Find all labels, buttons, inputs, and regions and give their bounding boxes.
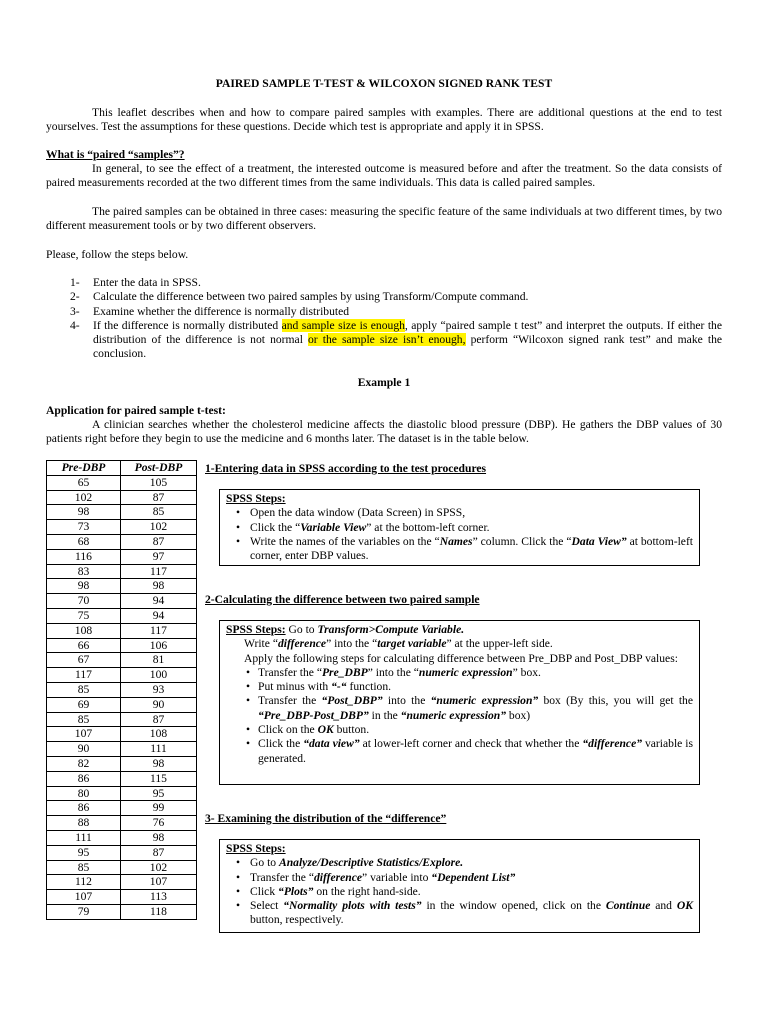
bullet-item: • Click the “data view” at lower-left corner and check that whether the “difference” variable is generated. bbox=[226, 737, 693, 766]
box-intro-line: SPSS Steps: Go to Transform>Compute Variable. bbox=[226, 623, 465, 636]
pre-dbp-cell: 85 bbox=[47, 712, 121, 727]
section-3-heading: 3- Examining the distribution of the “difference” bbox=[205, 812, 447, 825]
table-row bbox=[47, 727, 197, 742]
pre-dbp-cell: 67 bbox=[47, 653, 121, 668]
table-row bbox=[47, 786, 197, 801]
post-dbp-cell: 85 bbox=[121, 505, 197, 520]
table-row bbox=[47, 505, 197, 520]
step-item bbox=[46, 305, 722, 319]
pre-dbp-cell: 68 bbox=[47, 534, 121, 549]
post-dbp-cell: 94 bbox=[121, 594, 197, 609]
spss-steps-box-2 bbox=[219, 620, 700, 785]
step-item bbox=[46, 276, 722, 290]
pre-dbp-cell: 111 bbox=[47, 830, 121, 845]
post-dbp-cell: 81 bbox=[121, 653, 197, 668]
step-text: Enter the data in SPSS. bbox=[93, 276, 201, 289]
table-row bbox=[47, 520, 197, 535]
post-dbp-cell: 90 bbox=[121, 697, 197, 712]
step-number: 3- bbox=[70, 304, 80, 318]
box-bullet-list bbox=[226, 856, 693, 927]
column-header-post-dbp: Post-DBP bbox=[121, 461, 197, 476]
step-item bbox=[46, 319, 722, 362]
pre-dbp-cell: 102 bbox=[47, 490, 121, 505]
post-dbp-cell: 99 bbox=[121, 801, 197, 816]
table-row bbox=[47, 712, 197, 727]
pre-dbp-cell: 85 bbox=[47, 860, 121, 875]
bullet-item: • Go to Analyze/Descriptive Statistics/Explore. bbox=[226, 856, 693, 870]
bullet-item: • Transfer the “Post_DBP” into the “numeric expression” box (By this, you will get the “Pre_DBP-Post_DBP” in the “numeric expression” box) bbox=[226, 694, 693, 723]
pre-dbp-cell: 98 bbox=[47, 579, 121, 594]
steps-list bbox=[46, 276, 722, 362]
post-dbp-cell: 105 bbox=[121, 475, 197, 490]
bullet-item: • Open the data window (Data Screen) in SPSS, bbox=[226, 506, 693, 520]
table-row bbox=[47, 534, 197, 549]
bullet-item: • Transfer the “difference” variable into “Dependent List” bbox=[226, 871, 693, 885]
table-row bbox=[47, 860, 197, 875]
table-row bbox=[47, 830, 197, 845]
post-dbp-cell: 94 bbox=[121, 608, 197, 623]
column-header-pre-dbp: Pre-DBP bbox=[47, 461, 121, 476]
post-dbp-cell: 97 bbox=[121, 549, 197, 564]
box-title: SPSS Steps: bbox=[226, 492, 286, 505]
box-line: Write “difference” into the “target variable” at the upper-left side. bbox=[244, 637, 553, 651]
bullet-item: • Select “Normality plots with tests” in the window opened, click on the Continue and OK button, respectively. bbox=[226, 899, 693, 928]
application-paragraph: A clinician searches whether the cholesterol medicine affects the diastolic blood pressure (DBP). He gathers the DBP values of 30 patients right before they begin to use the medicine and 6 months later. The dataset is in the table below. bbox=[46, 418, 722, 446]
document-title: PAIRED SAMPLE T-TEST & WILCOXON SIGNED RANK TEST bbox=[215, 77, 553, 90]
post-dbp-cell: 107 bbox=[121, 875, 197, 890]
pre-dbp-cell: 80 bbox=[47, 786, 121, 801]
pre-dbp-cell: 90 bbox=[47, 742, 121, 757]
table-row bbox=[47, 756, 197, 771]
post-dbp-cell: 117 bbox=[121, 623, 197, 638]
post-dbp-cell: 87 bbox=[121, 534, 197, 549]
table-row bbox=[47, 668, 197, 683]
pre-dbp-cell: 73 bbox=[47, 520, 121, 535]
table-row bbox=[47, 904, 197, 919]
pre-dbp-cell: 117 bbox=[47, 668, 121, 683]
bullet-item: • Click on the OK button. bbox=[226, 723, 693, 737]
pre-dbp-cell: 85 bbox=[47, 682, 121, 697]
post-dbp-cell: 113 bbox=[121, 890, 197, 905]
step-text: , apply “paired sample t test” and interpret the outputs. If either the distribution of the difference is not normal bbox=[93, 318, 723, 347]
table-row bbox=[47, 638, 197, 653]
pre-dbp-cell: 70 bbox=[47, 594, 121, 609]
post-dbp-cell: 117 bbox=[121, 564, 197, 579]
follow-text: Please, follow the steps below. bbox=[46, 248, 189, 261]
pre-dbp-cell: 116 bbox=[47, 549, 121, 564]
what-paragraph-1: In general, to see the effect of a treatment, the interested outcome is measured before and after the treatment. So the data consists of paired measurements recorded at the two different times from the same individuals. This data is called paired samples. bbox=[46, 162, 722, 190]
pre-dbp-cell: 108 bbox=[47, 623, 121, 638]
spss-steps-box-1 bbox=[219, 489, 700, 566]
post-dbp-cell: 98 bbox=[121, 830, 197, 845]
table-row bbox=[47, 475, 197, 490]
pre-dbp-cell: 82 bbox=[47, 756, 121, 771]
pre-dbp-cell: 95 bbox=[47, 845, 121, 860]
table-row bbox=[47, 549, 197, 564]
post-dbp-cell: 98 bbox=[121, 756, 197, 771]
pre-dbp-cell: 75 bbox=[47, 608, 121, 623]
bullet-item: • Transfer the “Pre_DBP” into the “numeric expression” box. bbox=[226, 666, 693, 680]
table-row bbox=[47, 875, 197, 890]
pre-dbp-cell: 86 bbox=[47, 771, 121, 786]
post-dbp-cell: 87 bbox=[121, 712, 197, 727]
table-header-row bbox=[47, 461, 197, 476]
spss-steps-box-3 bbox=[219, 839, 700, 933]
pre-dbp-cell: 88 bbox=[47, 816, 121, 831]
post-dbp-cell: 98 bbox=[121, 579, 197, 594]
step-number: 1- bbox=[70, 276, 80, 289]
highlighted-text: or the sample size isn’t enough, bbox=[308, 333, 466, 347]
box-bullet-list bbox=[226, 506, 693, 563]
intro-paragraph: This leaflet describes when and how to compare paired samples with examples. There are additional questions at the end to test yourselves. Test the assumptions for these questions. Decide which test is appropriate and apply it in SPSS. bbox=[46, 106, 722, 134]
section-1-heading: 1-Entering data in SPSS according to the test procedures bbox=[205, 462, 487, 475]
dbp-data-table bbox=[46, 460, 197, 920]
what-heading: What is “paired “samples”? bbox=[46, 148, 185, 161]
bullet-item: • Click the “Variable View” at the bottom-left corner. bbox=[226, 521, 693, 535]
table-row bbox=[47, 490, 197, 505]
bullet-item: • Click “Plots” on the right hand-side. bbox=[226, 885, 693, 899]
table-row bbox=[47, 608, 197, 623]
pre-dbp-cell: 86 bbox=[47, 801, 121, 816]
pre-dbp-cell: 98 bbox=[47, 505, 121, 520]
post-dbp-cell: 102 bbox=[121, 520, 197, 535]
pre-dbp-cell: 112 bbox=[47, 875, 121, 890]
table-row bbox=[47, 579, 197, 594]
pre-dbp-cell: 107 bbox=[47, 727, 121, 742]
post-dbp-cell: 102 bbox=[121, 860, 197, 875]
post-dbp-cell: 95 bbox=[121, 786, 197, 801]
bullet-item: • Write the names of the variables on the “Names” column. Click the “Data View” at bottom-left corner, enter DBP values. bbox=[226, 535, 693, 564]
pre-dbp-cell: 83 bbox=[47, 564, 121, 579]
post-dbp-cell: 100 bbox=[121, 668, 197, 683]
post-dbp-cell: 115 bbox=[121, 771, 197, 786]
step-number: 4- bbox=[70, 318, 80, 332]
table-row bbox=[47, 564, 197, 579]
table-row bbox=[47, 623, 197, 638]
step-text: If the difference is normally distributed bbox=[93, 318, 282, 332]
example-heading: Example 1 bbox=[357, 376, 411, 389]
table-row bbox=[47, 653, 197, 668]
pre-dbp-cell: 66 bbox=[47, 638, 121, 653]
table-row bbox=[47, 801, 197, 816]
post-dbp-cell: 87 bbox=[121, 845, 197, 860]
table-row bbox=[47, 890, 197, 905]
table-row bbox=[47, 594, 197, 609]
post-dbp-cell: 108 bbox=[121, 727, 197, 742]
step-item bbox=[46, 290, 722, 304]
pre-dbp-cell: 69 bbox=[47, 697, 121, 712]
table-row bbox=[47, 816, 197, 831]
pre-dbp-cell: 107 bbox=[47, 890, 121, 905]
box-title: SPSS Steps: bbox=[226, 842, 286, 855]
bullet-item: • Put minus with “-“ function. bbox=[226, 680, 693, 694]
box-line: Apply the following steps for calculating difference between Pre_DBP and Post_DBP values: bbox=[244, 651, 678, 665]
table-body bbox=[47, 475, 197, 919]
post-dbp-cell: 93 bbox=[121, 682, 197, 697]
post-dbp-cell: 87 bbox=[121, 490, 197, 505]
post-dbp-cell: 111 bbox=[121, 742, 197, 757]
post-dbp-cell: 106 bbox=[121, 638, 197, 653]
step-number: 2- bbox=[70, 290, 80, 304]
box-bullet-list bbox=[226, 666, 693, 766]
table-row bbox=[47, 697, 197, 712]
post-dbp-cell: 76 bbox=[121, 816, 197, 831]
what-paragraph-2: The paired samples can be obtained in three cases: measuring the specific feature of the same individuals at two different times, by two different measurement tools or by two different observers. bbox=[46, 205, 722, 233]
highlighted-text: and sample size is enough bbox=[281, 318, 405, 332]
step-text: Calculate the difference between two paired samples by using Transform/Compute command. bbox=[93, 290, 529, 304]
application-heading: Application for paired sample t-test: bbox=[46, 404, 226, 417]
section-2-heading: 2-Calculating the difference between two paired sample bbox=[205, 593, 480, 606]
pre-dbp-cell: 79 bbox=[47, 904, 121, 919]
table-row bbox=[47, 771, 197, 786]
table-row bbox=[47, 682, 197, 697]
step-text: Examine whether the difference is normally distributed bbox=[93, 304, 350, 318]
step-text: perform “Wilcoxon signed rank test” and make the conclusion. bbox=[93, 333, 723, 361]
pre-dbp-cell: 65 bbox=[47, 475, 121, 490]
post-dbp-cell: 118 bbox=[121, 904, 197, 919]
table-row bbox=[47, 742, 197, 757]
table-row bbox=[47, 845, 197, 860]
